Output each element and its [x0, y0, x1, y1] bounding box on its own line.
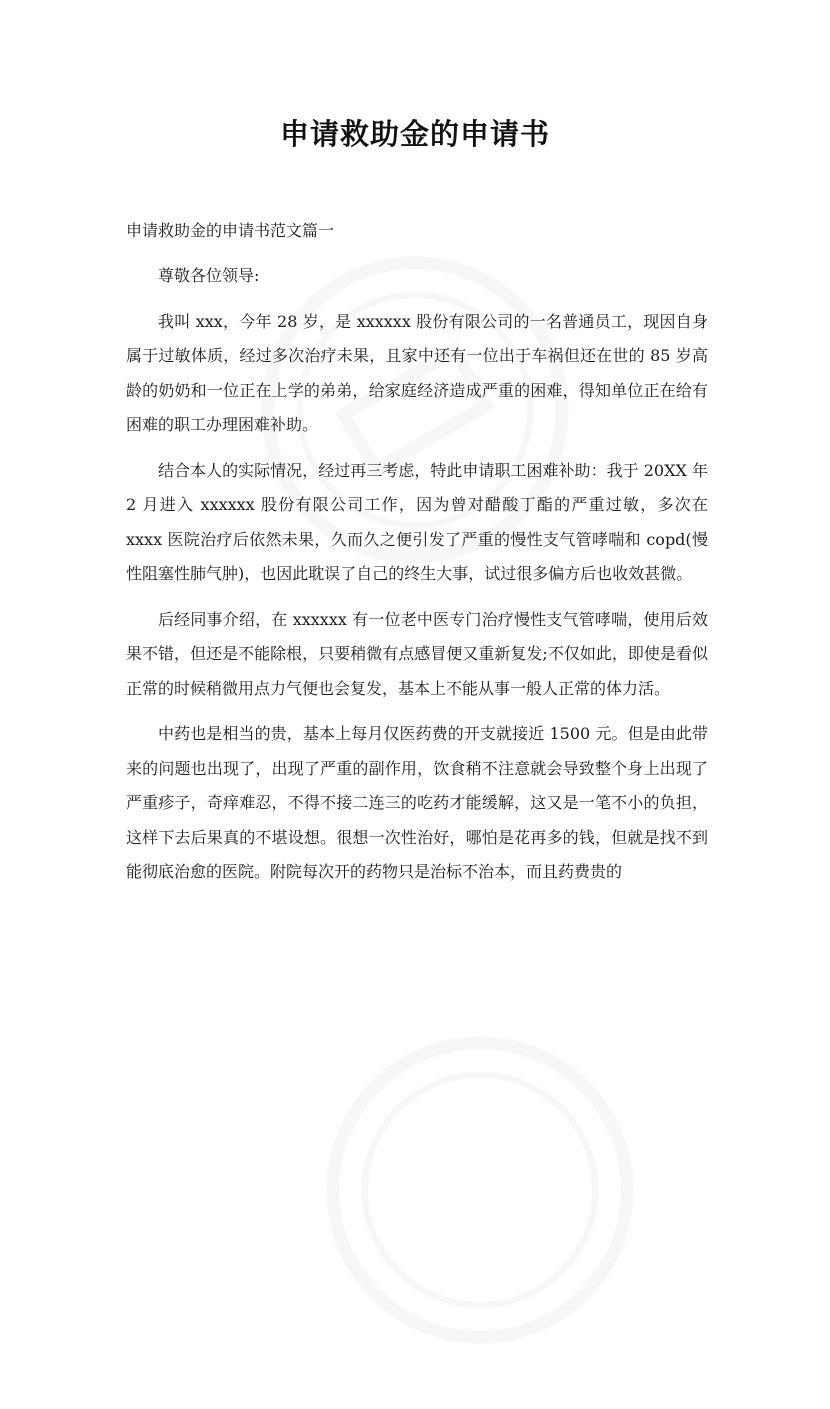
section-subheading: 申请救助金的申请书范文篇一	[126, 221, 335, 240]
body-paragraph: 我叫 xxx，今年 28 岁，是 xxxxxx 股份有限公司的一名普通员工，现因自身属于过敏体质，经过多次治疗未果，且家中还有一位出于车祸但还在世的 85 岁高龄的奶奶和一位正在上学的弟弟，给家庭经济造成严重的困难，得知单位正在给有困难的职工办理困难补助。	[126, 311, 708, 434]
watermark-stamp-icon	[261, 971, 698, 1408]
body-paragraph: 结合本人的实际情况，经过再三考虑，特此申请职工困难补助：我于 20XX 年 2 月进入 xxxxxx 股份有限公司工作，因为曾对醋酸丁酯的严重过敏，多次在 xxxx 医院治疗后依然未果，久而久之便引发了严重的慢性支气管哮喘和 copd(慢性阻塞性肺气肿)，也因此耽误了自己的终生大事，试过很多偏方后也收效甚微。	[126, 460, 708, 583]
body-paragraph: 后经同事介绍，在 xxxxxx 有一位老中医专门治疗慢性支气管哮喘，使用后效果不错，但还是不能除根，只要稍微有点感冒便又重新复发;不仅如此，即使是看似正常的时候稍微用点力气便也会复发，基本上不能从事一般人正常的体力活。	[126, 609, 708, 698]
document-title: 申请救助金的申请书	[279, 117, 550, 151]
salutation: 尊敬各位领导:	[158, 266, 260, 285]
document-body	[126, 214, 708, 901]
body-paragraph: 中药也是相当的贵，基本上每月仅医药费的开支就接近 1500 元。但是由此带来的问题也出现了，出现了严重的副作用，饮食稍不注意就会导致整个身上出现了严重疹子，奇痒难忍，不得不接二连三的吃药才能缓解，这又是一笔不小的负担，这样下去后果真的不堪设想。很想一次性治好，哪怕是花再多的钱，但就是找不到能彻底治愈的医院。附院每次开的药物只是治标不治本，而且药费贵的	[126, 724, 708, 881]
